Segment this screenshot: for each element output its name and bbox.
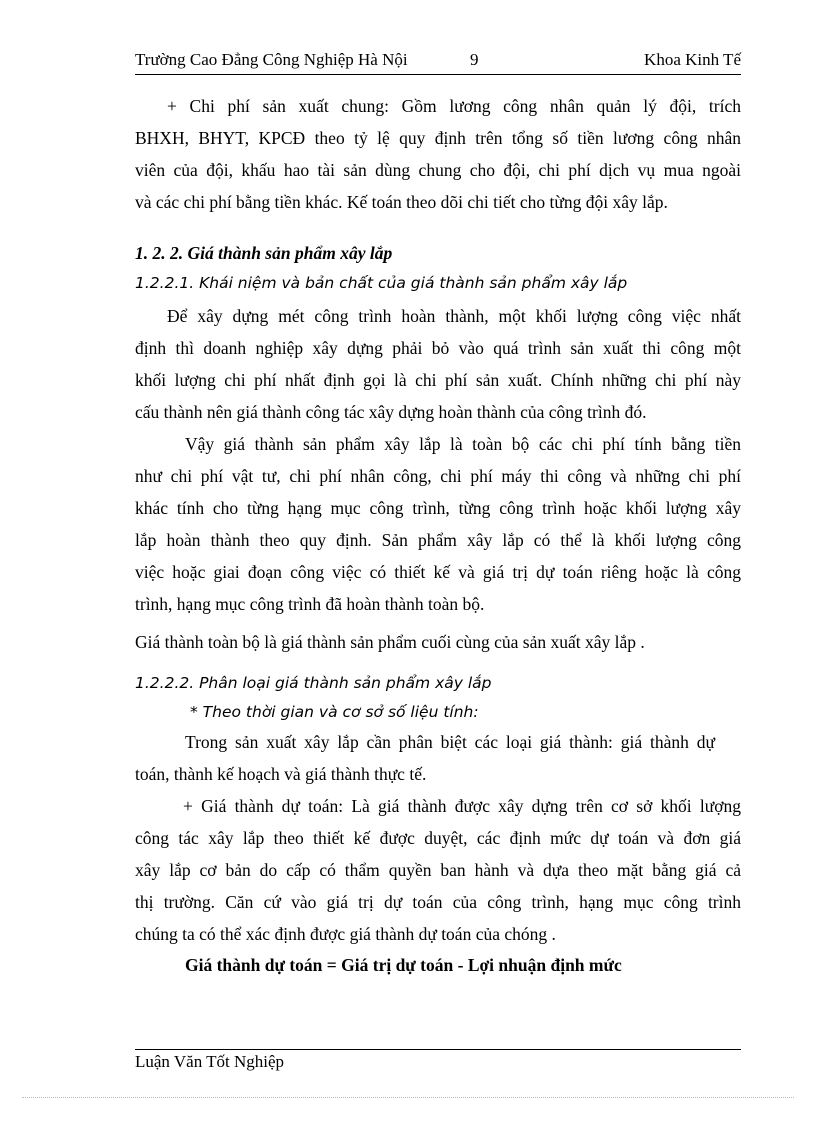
subheading-by-time: * Theo thời gian và cơ sở số liệu tính: xyxy=(190,703,479,721)
para-concept-line2: định thì doanh nghiệp xây dựng phải bỏ vào quá trình sản xuất thi công một xyxy=(135,338,741,358)
formula-estimated-cost: Giá thành dự toán = Giá trị dự toán - Lợi nhuận định mức xyxy=(185,955,622,975)
footer-divider xyxy=(135,1049,741,1050)
para-estimate-line1: + Giá thành dự toán: Là giá thành được xây dựng trên cơ sở khối lượng xyxy=(183,796,741,816)
page-number: 9 xyxy=(470,50,479,69)
para-classify-line1: Trong sản xuất xây lắp cần phân biệt các loại giá thành: giá thành dự xyxy=(185,732,715,752)
para-estimate-line3: xây lắp cơ bản do cấp có thẩm quyền ban hành và dựa theo mặt bằng giá cả xyxy=(135,860,741,880)
para-estimate-line4: thị trường. Căn cứ vào giá trị dự toán của công trình, hạng mục công trình xyxy=(135,892,741,912)
para-general-costs-line2: BHXH, BHYT, KPCĐ theo tỷ lệ quy định trên tổng số tiền lương công nhân xyxy=(135,128,741,148)
para-definition-line4: lắp hoàn thành theo quy định. Sản phẩm xây lắp có thể là khối lượng công xyxy=(135,530,741,550)
para-definition-line2: như chi phí vật tư, chi phí nhân công, chi phí máy thi công và những chi phí xyxy=(135,466,741,486)
para-concept-line3: khối lượng chi phí nhất định gọi là chi phí sản xuất. Chính những chi phí này xyxy=(135,370,741,390)
para-estimate-line5: chúng ta có thể xác định được giá thành dự toán của chóng . xyxy=(135,924,556,944)
para-definition-line3: khác tính cho từng hạng mục công trình, từng công trình hoặc khối lượng xây xyxy=(135,498,741,518)
para-total-cost: Giá thành toàn bộ là giá thành sản phẩm cuối cùng của sản xuất xây lắp . xyxy=(135,632,645,652)
para-concept-line1: Để xây dựng mét công trình hoàn thành, một khối lượng công việc nhất xyxy=(167,306,741,326)
footer-thesis-label: Luận Văn Tốt Nghiệp xyxy=(135,1052,285,1071)
para-definition-line6: trình, hạng mục công trình đã hoàn thành toàn bộ. xyxy=(135,594,485,614)
para-general-costs-line1: + Chi phí sản xuất chung: Gồm lương công nhân quản lý đội, trích xyxy=(167,96,741,116)
para-classify-line2: toán, thành kế hoạch và giá thành thực tế. xyxy=(135,764,427,784)
page-body xyxy=(135,90,741,980)
para-definition-line5: việc hoặc giai đoạn công việc có thiết kế và giá trị dự toán riêng hoặc là công xyxy=(135,562,741,582)
header-school: Trường Cao Đẳng Công Nghiệp Hà Nội xyxy=(135,50,408,69)
section-heading-122: 1. 2. 2. Giá thành sản phẩm xây lắp xyxy=(135,243,393,263)
para-general-costs-line4: và các chi phí bằng tiền khác. Kế toán theo dõi chi tiết cho từng đội xây lắp. xyxy=(135,192,668,212)
para-concept-line4: cấu thành nên giá thành công tác xây dựng hoàn thành của công trình đó. xyxy=(135,402,647,422)
subheading-1221: 1.2.2.1. Khái niệm và bản chất của giá thành sản phẩm xây lắp xyxy=(135,274,628,292)
para-general-costs-line3: viên của đội, khấu hao tài sản dùng chung cho đội, chi phí dịch vụ mua ngoài xyxy=(135,160,741,180)
page-bottom-dotted-line xyxy=(22,1097,794,1098)
subheading-1222: 1.2.2.2. Phân loại giá thành sản phẩm xây lắp xyxy=(135,674,492,692)
para-definition-line1: Vậy giá thành sản phẩm xây lắp là toàn bộ các chi phí tính bằng tiền xyxy=(185,434,741,454)
header-faculty: Khoa Kinh Tế xyxy=(644,50,741,69)
para-estimate-line2: công tác xây lắp theo thiết kế được duyệt, các định mức dự toán và đơn giá xyxy=(135,828,741,848)
page-header xyxy=(135,48,741,75)
